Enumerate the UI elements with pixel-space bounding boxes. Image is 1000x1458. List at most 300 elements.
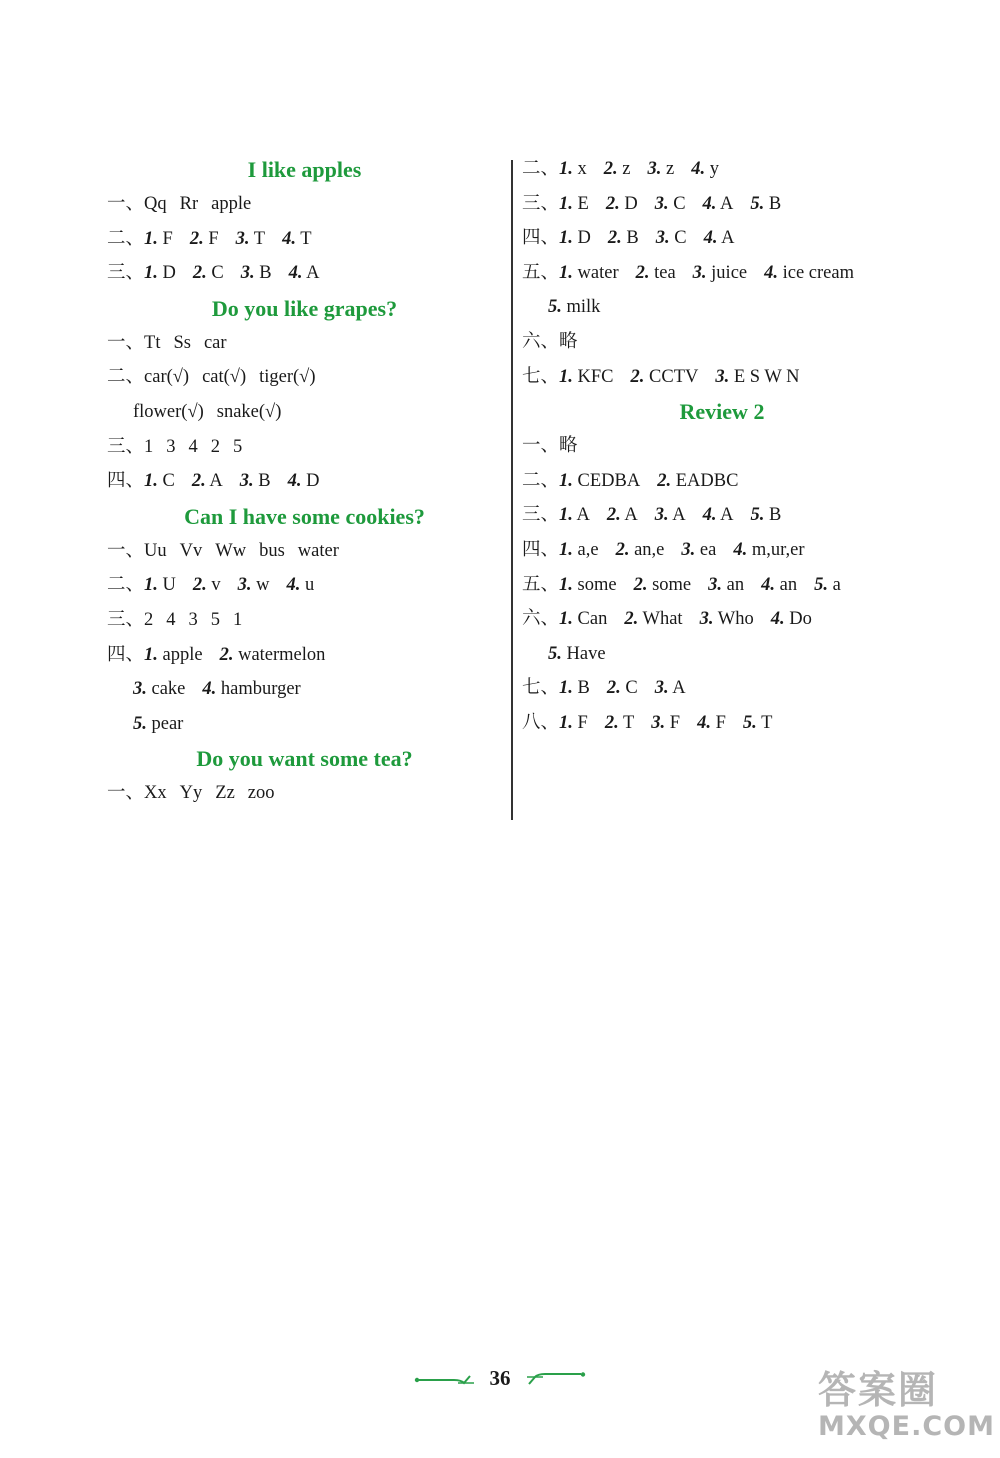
answer-item (750, 194, 781, 214)
item-index: 4. (202, 679, 217, 700)
answer-item (559, 194, 589, 214)
answer-item (733, 540, 804, 560)
answer-token: water (297, 540, 339, 561)
question-number: 一、 (107, 194, 145, 214)
question-number: 三、 (107, 436, 145, 457)
question-number: 一、 (107, 783, 145, 804)
item-index: 5. (548, 643, 562, 664)
answer-item (655, 678, 686, 698)
item-answer: milk (566, 297, 601, 318)
question-number: 八、 (522, 712, 560, 733)
answer-item (559, 228, 591, 248)
item-index: 5. (548, 297, 562, 318)
item-index: 3. (655, 228, 670, 249)
item-answer: CCTV (649, 366, 699, 387)
item-index: 1. (559, 712, 573, 733)
item-index: 4. (286, 575, 301, 596)
item-answer: A (624, 505, 638, 526)
answer-item (657, 471, 738, 491)
question-number: 三、 (522, 193, 560, 214)
item-answer: juice (711, 262, 748, 283)
answer-item (559, 471, 640, 491)
item-answer: tea (654, 262, 676, 283)
answer-item (715, 367, 799, 387)
answer-token: flower(√) (133, 401, 204, 422)
item-answer: E (577, 193, 589, 214)
answer-token: 1 (144, 436, 154, 457)
question-number: 三、 (107, 263, 145, 284)
item-index: 3. (708, 574, 723, 595)
answer-item (220, 645, 326, 665)
question-number: 二、 (107, 228, 145, 249)
item-answer: D (162, 263, 176, 284)
item-answer: Have (566, 643, 606, 664)
item-index: 1. (559, 228, 573, 249)
item-answer: F (715, 712, 726, 733)
item-answer: F (162, 228, 173, 249)
item-index: 2. (607, 228, 622, 249)
item-index: 1. (144, 471, 158, 492)
question-number: 二、 (522, 159, 560, 179)
answer-token: apple (211, 194, 252, 214)
answer-item (764, 263, 854, 283)
item-index: 1. (144, 228, 158, 249)
answer-item (761, 575, 797, 595)
item-index: 2. (191, 471, 206, 492)
answer-item (192, 471, 223, 491)
answer-token: Ww (215, 540, 247, 561)
answer-item (241, 263, 272, 283)
item-answer: an (779, 574, 798, 595)
answer-token: 3 (166, 436, 176, 457)
answer-item (190, 229, 219, 249)
answer-line (522, 221, 922, 256)
item-answer: B (626, 228, 639, 249)
answer-token: car(√) (144, 367, 190, 388)
answer-item (559, 678, 590, 698)
question-number: 三、 (522, 505, 560, 526)
item-answer: B (577, 678, 590, 699)
answer-item (559, 575, 617, 595)
item-index: 2. (657, 470, 672, 491)
item-index: 3. (715, 366, 730, 387)
left-ornament-icon (414, 1372, 476, 1386)
item-index: 3. (133, 679, 147, 700)
item-answer: A (720, 505, 734, 526)
item-index: 2. (603, 159, 618, 179)
answer-item (703, 505, 734, 525)
item-answer: A (721, 228, 735, 249)
item-index: 5. (750, 193, 765, 214)
item-answer: pear (151, 713, 184, 734)
item-answer: B (259, 263, 272, 284)
item-answer: z (622, 159, 631, 179)
answer-token: 3 (188, 609, 198, 630)
right-ornament-icon (525, 1372, 587, 1386)
answer-item (548, 644, 606, 664)
item-index: 2. (630, 366, 645, 387)
item-answer: T (253, 228, 266, 249)
item-answer: C (211, 263, 224, 284)
answer-line (522, 602, 922, 637)
item-index: 3. (654, 193, 669, 214)
answer-line (107, 534, 502, 569)
question-number: 四、 (522, 228, 560, 249)
item-index: 1. (559, 609, 573, 630)
item-answer: D (577, 228, 591, 249)
item-answer: A (209, 471, 223, 492)
item-answer: B (768, 193, 782, 214)
answer-item (193, 575, 221, 595)
answer-token: car (203, 332, 227, 353)
section-heading: Do you want some tea? (196, 746, 413, 772)
answer-item (814, 575, 841, 595)
answer-item (708, 575, 744, 595)
item-answer: Do (789, 609, 812, 630)
item-answer: water (577, 262, 619, 283)
answer-line (107, 568, 502, 603)
question-number: 七、 (522, 366, 560, 387)
item-index: 3. (654, 678, 669, 699)
column-divider (511, 160, 513, 820)
answer-item (236, 229, 265, 249)
answer-item (608, 228, 639, 248)
item-index: 4. (697, 712, 711, 733)
answer-item (559, 263, 619, 283)
answer-item (750, 505, 781, 525)
item-answer: watermelon (238, 644, 326, 665)
item-answer: EADBC (675, 470, 739, 491)
item-index: 3. (692, 262, 707, 283)
item-answer: hamburger (220, 679, 301, 700)
answer-item (282, 229, 311, 249)
item-answer: some (577, 574, 617, 595)
item-answer: z (665, 159, 675, 179)
answer-item (743, 713, 772, 733)
answer-line (522, 360, 922, 395)
question-number: 七、 (522, 678, 560, 699)
item-index: 4. (702, 505, 717, 526)
answer-token: snake(√) (216, 401, 282, 422)
answer-line (107, 776, 502, 811)
answer-line (107, 187, 502, 222)
answer-item (287, 575, 315, 595)
item-answer: a (832, 574, 841, 595)
item-index: 3. (235, 228, 250, 249)
answer-token: Xx (144, 783, 167, 804)
answer-token: Zz (215, 783, 235, 804)
answer-line (522, 498, 922, 533)
answer-item (605, 713, 634, 733)
item-index: 4. (702, 193, 717, 214)
question-number: 四、 (522, 539, 560, 560)
answer-token: 4 (188, 436, 198, 457)
item-answer: C (162, 471, 175, 492)
watermark (818, 1368, 993, 1448)
item-index: 4. (287, 471, 302, 492)
answer-token: Ss (173, 332, 191, 353)
answer-item (289, 263, 320, 283)
question-number: 五、 (522, 574, 560, 595)
item-index: 4. (764, 262, 778, 283)
item-index: 3. (654, 505, 669, 526)
item-answer: an,e (634, 539, 665, 560)
answer-item (144, 471, 175, 491)
section-heading: I like apples (247, 157, 362, 182)
item-answer: F (577, 712, 588, 733)
answer-token: cat(√) (202, 367, 247, 388)
answer-item (693, 263, 747, 283)
answer-token: Uu (144, 540, 167, 561)
answer-token: 2 (210, 436, 221, 457)
item-index: 2. (605, 193, 620, 214)
item-answer: C (674, 228, 687, 249)
item-index: 1. (144, 644, 158, 665)
item-answer: y (709, 159, 719, 179)
page-number: 36 (489, 1366, 511, 1390)
answer-item (655, 194, 686, 214)
item-answer: A (672, 505, 686, 526)
answer-token: tiger(√) (259, 367, 316, 388)
question-number: 一、 (522, 436, 560, 457)
item-index: 4. (733, 539, 748, 560)
answer-item (240, 471, 271, 491)
item-index: 4. (703, 228, 718, 249)
item-answer: T (622, 712, 635, 733)
item-index: 2. (604, 712, 619, 733)
item-index: 2. (606, 505, 621, 526)
section-heading: Do you like grapes? (211, 295, 398, 321)
item-index: 5. (814, 574, 828, 595)
answer-token: Qq (144, 194, 167, 214)
answer-item (607, 505, 638, 525)
answer-line (522, 325, 922, 360)
answer-item (771, 609, 812, 629)
answer-line (107, 360, 502, 395)
item-index: 1. (559, 505, 573, 526)
item-answer: x (577, 159, 587, 179)
answer-column-left (107, 152, 502, 811)
question-number: 二、 (522, 470, 560, 491)
item-answer: m,ur,er (751, 539, 805, 560)
answer-item (604, 159, 631, 179)
answer-token: 4 (166, 609, 176, 630)
item-index: 3. (240, 263, 255, 284)
item-index: 1. (559, 193, 573, 214)
answer-token: Yy (179, 783, 203, 804)
item-index: 2. (189, 228, 204, 249)
question-number: 五、 (522, 262, 560, 283)
item-index: 1. (559, 366, 573, 387)
item-answer: Can (577, 609, 608, 630)
item-answer: cake (151, 679, 186, 700)
item-index: 1. (144, 263, 158, 284)
item-answer: D (624, 193, 638, 214)
item-answer: B (768, 505, 782, 526)
answer-item (548, 297, 600, 317)
item-answer: C (625, 678, 638, 699)
item-answer: CEDBA (577, 470, 641, 491)
item-index: 2. (624, 609, 639, 630)
item-index: 3. (237, 575, 252, 596)
item-answer: ea (699, 539, 717, 560)
item-answer: U (162, 575, 176, 596)
answer-item (238, 575, 270, 595)
item-index: 2. (219, 644, 234, 665)
answer-item (631, 367, 699, 387)
question-number: 四、 (107, 471, 145, 492)
watermark-en: MXQE.COM (818, 1411, 995, 1442)
answer-token: 5 (233, 436, 243, 457)
answer-line (107, 256, 502, 291)
answer-item (606, 194, 638, 214)
answer-token: 1 (233, 609, 243, 630)
answer-line (522, 429, 922, 464)
item-index: 3. (699, 609, 714, 630)
item-index: 2. (192, 575, 207, 596)
item-answer: C (673, 193, 686, 214)
item-index: 1. (559, 262, 573, 283)
answer-item (691, 159, 719, 179)
answer-item (616, 540, 665, 560)
answer-item (288, 471, 320, 491)
item-index: 1. (559, 159, 573, 179)
answer-item (559, 505, 590, 525)
answer-item (704, 228, 735, 248)
item-index: 2. (606, 678, 621, 699)
answer-line (522, 706, 922, 741)
item-answer: an (726, 574, 745, 595)
item-answer: T (300, 228, 312, 249)
section-heading: Can I have some cookies? (184, 503, 425, 529)
question-number: 二、 (107, 575, 145, 596)
item-answer: F (669, 712, 681, 733)
answer-line (107, 603, 502, 638)
item-index: 3. (647, 159, 662, 179)
answer-item (559, 159, 587, 179)
item-index: 3. (651, 712, 666, 733)
answer-line (107, 464, 502, 499)
answer-item (559, 609, 607, 629)
answer-item (651, 713, 680, 733)
item-answer: v (211, 575, 221, 596)
item-answer: KFC (577, 366, 614, 387)
answer-column-right (522, 152, 922, 741)
answer-item (193, 263, 224, 283)
item-index: 4. (282, 228, 296, 249)
item-index: 4. (770, 609, 785, 630)
item-index: 3. (239, 471, 254, 492)
item-answer: ice cream (782, 262, 854, 283)
answer-line (522, 152, 922, 187)
item-index: 5. (133, 713, 147, 734)
item-answer: What (642, 609, 683, 630)
item-index: 4. (761, 574, 775, 595)
question-number: 六、 (522, 331, 560, 352)
answer-item (133, 679, 185, 699)
item-answer: A (306, 263, 320, 284)
answer-token: 略 (559, 331, 578, 352)
answer-item (133, 714, 183, 734)
answer-line (107, 395, 502, 430)
question-number: 六、 (522, 609, 560, 630)
answer-token: 5 (210, 609, 221, 630)
answer-item (697, 713, 726, 733)
answer-item (144, 575, 176, 595)
answer-line (107, 326, 502, 361)
answer-line (522, 637, 922, 672)
answer-line (107, 672, 502, 707)
answer-item (634, 575, 692, 595)
answer-item (647, 159, 674, 179)
answer-token: 略 (559, 436, 578, 457)
item-index: 1. (559, 539, 573, 560)
item-index: 2. (633, 574, 648, 595)
question-number: 三、 (107, 609, 145, 630)
item-answer: A (672, 678, 686, 699)
answer-item (202, 679, 300, 699)
item-answer: E S W N (733, 366, 800, 387)
question-number: 一、 (107, 332, 145, 353)
answer-item (607, 678, 638, 698)
question-number: 一、 (107, 540, 145, 561)
item-answer: some (652, 574, 692, 595)
item-answer: B (258, 471, 271, 492)
answer-item (559, 367, 614, 387)
item-answer: D (306, 471, 320, 492)
answer-item (144, 645, 203, 665)
answer-line (107, 430, 502, 465)
item-index: 1. (559, 678, 573, 699)
answer-token: bus (259, 540, 285, 561)
answer-item (700, 609, 754, 629)
item-answer: w (256, 575, 270, 596)
answer-item (656, 228, 687, 248)
item-index: 2. (192, 263, 207, 284)
answer-line (107, 638, 502, 673)
answer-item (703, 194, 734, 214)
item-index: 3. (681, 539, 696, 560)
item-answer: a,e (577, 539, 599, 560)
answer-token: 2 (144, 609, 154, 630)
item-index: 5. (750, 505, 765, 526)
answer-item (559, 713, 588, 733)
answer-line (522, 290, 922, 325)
item-index: 1. (144, 575, 158, 596)
item-index: 1. (559, 574, 573, 595)
answer-item (655, 505, 686, 525)
question-number: 二、 (107, 367, 145, 388)
answer-line (522, 568, 922, 603)
answer-line (107, 707, 502, 742)
item-answer: apple (162, 644, 203, 665)
answer-item (624, 609, 682, 629)
answer-token: Vv (179, 540, 203, 561)
watermark-cn: 答案圈 (818, 1368, 939, 1412)
item-answer: Who (717, 609, 754, 630)
answer-token: zoo (247, 783, 275, 804)
item-answer: A (720, 193, 734, 214)
answer-line (522, 464, 922, 499)
answer-item (144, 263, 176, 283)
question-number: 四、 (107, 644, 145, 665)
item-answer: T (761, 712, 773, 733)
answer-item (681, 540, 716, 560)
item-answer: F (208, 228, 219, 249)
item-index: 2. (635, 262, 650, 283)
item-index: 2. (615, 539, 630, 560)
answer-line (522, 187, 922, 222)
